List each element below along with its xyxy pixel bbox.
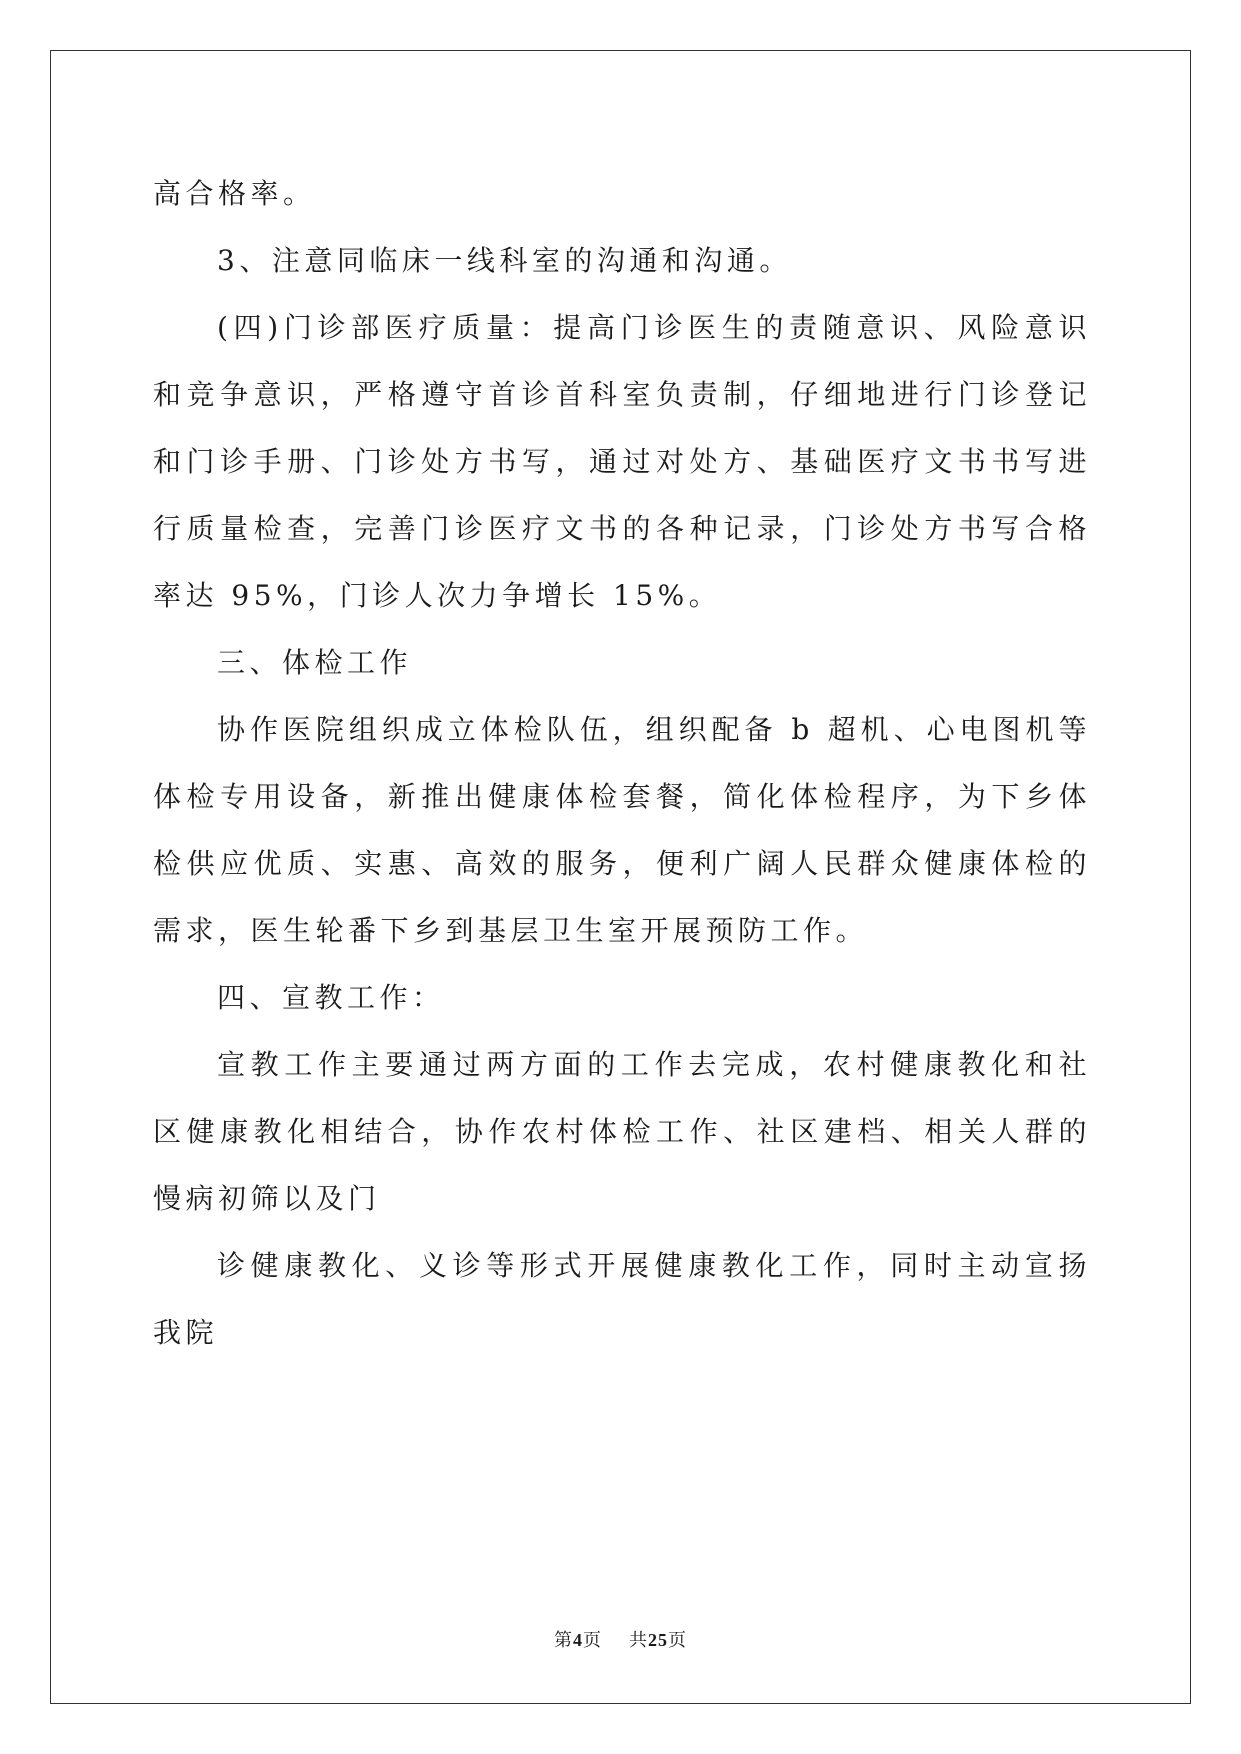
document-body	[153, 160, 1091, 1366]
page-word: 页	[583, 1630, 603, 1651]
paragraph-5: 协作医院组织成立体检队伍，组织配备 b 超机、心电图机等体检专用设备，新推出健康体检套餐，简化体检程序，为下乡体检供应优质、实惠、高效的服务，便利广阔人民群众健康体检的需求，医生轮番下乡到基层卫生室开展预防工作。	[153, 713, 1091, 947]
paragraph-2: 3、注意同临床一线科室的沟通和沟通。	[217, 244, 792, 277]
paragraph-3: (四)门诊部医疗质量：提高门诊医生的责随意识、风险意识和竞争意识，严格遵守首诊首科室负责制，仔细地进行门诊登记和门诊手册、门诊处方书写，通过对处方、基础医疗文书书写进行质量检查，完善门诊医疗文书的各种记录，门诊处方书写合格率达 95%，门诊人次力争增长 15%。	[153, 311, 1091, 612]
total-prefix: 共	[628, 1630, 648, 1651]
current-page: 4	[573, 1630, 584, 1650]
total-pages: 25	[647, 1630, 668, 1650]
page-number	[0, 1626, 1241, 1652]
paragraph-8: 诊健康教化、义诊等形式开展健康教化工作，同时主动宣扬我院	[153, 1249, 1091, 1349]
paragraph-1: 高合格率。	[153, 177, 316, 210]
total-suffix: 页	[667, 1630, 687, 1651]
paragraph-7: 宣教工作主要通过两方面的工作去完成，农村健康教化和社区健康教化相结合，协作农村体检工作、社区建档、相关人群的慢病初筛以及门	[153, 1048, 1091, 1215]
section-heading-physical-exam: 三、体检工作	[217, 646, 413, 679]
section-heading-education: 四、宣教工作：	[217, 981, 445, 1014]
page-prefix: 第	[554, 1630, 574, 1651]
